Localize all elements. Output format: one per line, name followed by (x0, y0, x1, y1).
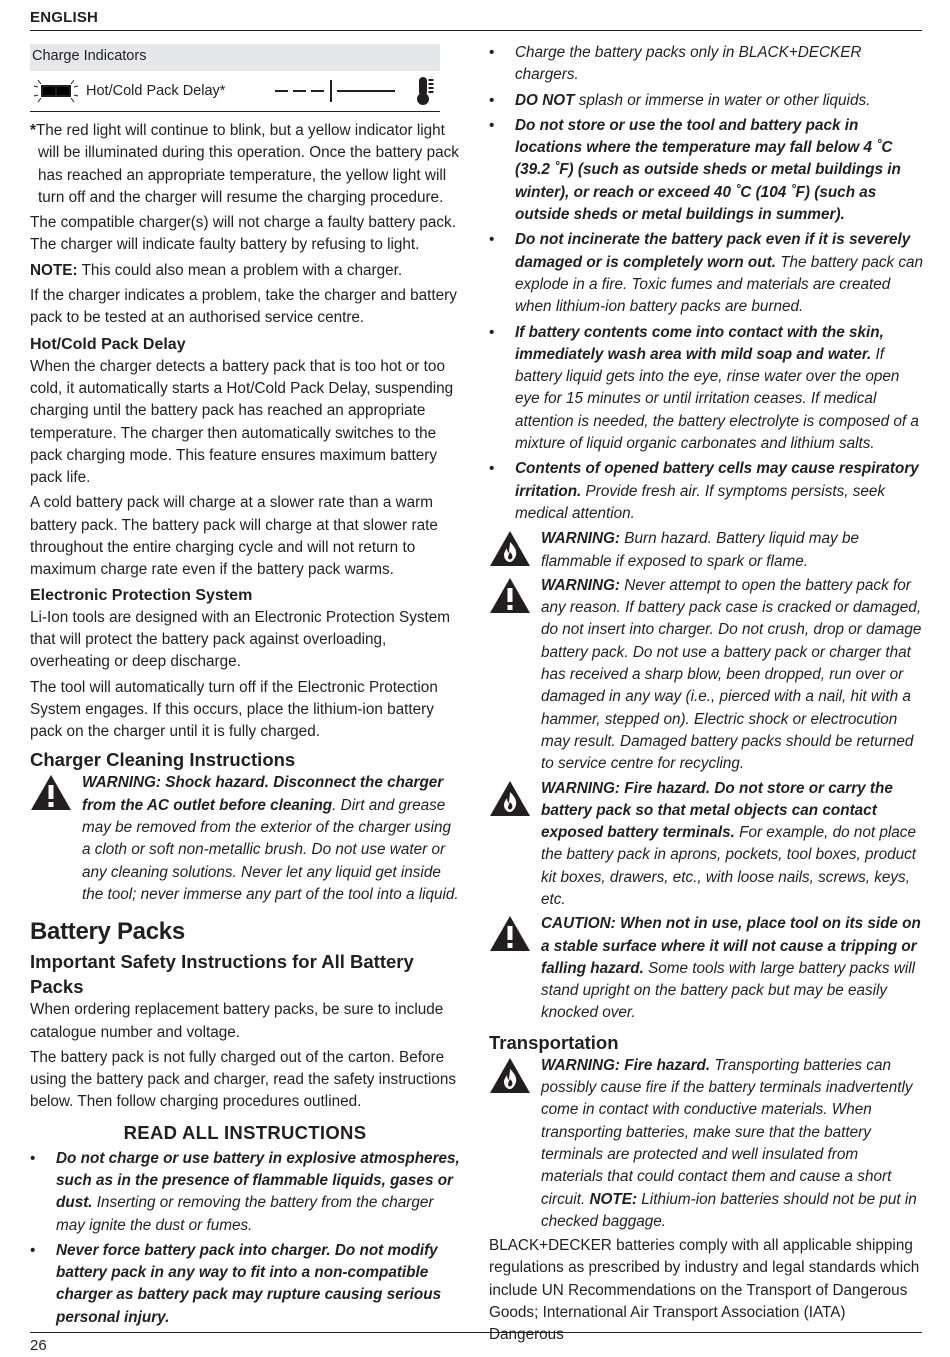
fire-warning: WARNING: Fire hazard. Do not store or carry the battery pack so that metal objects can contact exposed battery terminals. For example, do not place the battery pack in aprons, pockets, tool boxes, product kit boxes, drawers, etc., with loose nails, screws, keys, etc. (489, 778, 924, 912)
footnote: *The red light will continue to blink, but a yellow indicator light will be illuminated during this operation. Once the battery pack has reached an appropriate temperature, the yellow light will turn off and the charger will resume the charging procedure. (30, 122, 459, 206)
indicator-pattern (275, 80, 410, 102)
language-label: ENGLISH (30, 9, 99, 26)
battery-packs-heading: Battery Packs (30, 918, 185, 946)
right-column (489, 42, 924, 1350)
charge-indicators-title: Charge Indicators (30, 44, 440, 71)
hot-cold-heading: Hot/Cold Pack Delay (30, 335, 186, 353)
eps-text-1: Li-Ion tools are designed with an Electronic Protection System that will protect the battery pack against overloading, overheating or deep discharge. (30, 608, 451, 671)
cleaning-warning: WARNING: Shock hazard. Disconnect the charger from the AC outlet before cleaning. Dirt and grease may be removed from the exterior of the charger using a cloth or soft non-metallic brush. Do not use water or any cleaning solutions. Never let any liquid get inside the tool; never immerse any part of the tool into a liquid. (30, 772, 460, 906)
list-item: • Do not incinerate the battery pack even if it is severely damaged or is completely worn out. The battery pack can explode in a fire. Toxic fumes and materials are created when lithium-ion battery packs are burned. (489, 229, 924, 318)
left-bullet-list (30, 1148, 460, 1329)
warning-triangle-icon (30, 772, 82, 816)
transportation-heading: Transportation (489, 1031, 619, 1053)
list-item: • Never force battery pack into charger. Do not modify battery pack in any way to fit into a non-compatible charger as battery pack may rupture causing serious personal injury. (30, 1240, 460, 1329)
burn-warning: WARNING: Burn hazard. Battery liquid may be flammable if exposed to spark or flame. (489, 528, 924, 573)
header-rule (30, 30, 922, 31)
eps-heading: Electronic Protection System (30, 586, 253, 604)
compliance-text: BLACK+DECKER batteries comply with all applicable shipping regulations as prescribed by industry and legal standards which include UN Recommendations on the Transport of Dangerous Goods; International Air Transport Association (IATA) Dangerous (489, 1237, 920, 1344)
fire-warning-icon (489, 528, 541, 572)
blinking-battery-icon (30, 78, 86, 104)
open-pack-warning: WARNING: Never attempt to open the battery pack for any reason. If battery pack case is cracked or damaged, do not insert into charger. Do not crush, drop or damage battery pack. Do not use a battery pack or charger that has received a sharp blow, been dropped, run over or damaged in any way (i.e., pierced with a nail, hit with a hammer, stepped on). Electric shock or electrocution may result. Damaged battery packs should be returned to service centre for recycling. (489, 575, 924, 776)
page-number: 26 (30, 1337, 47, 1354)
list-item: • Contents of opened battery cells may cause respiratory irritation. Provide fresh air. If symptoms persists, seek medical attention. (489, 458, 924, 525)
list-item: • If battery contents come into contact with the skin, immediately wash area with mild soap and water. If battery liquid gets into the eye, rinse water over the open eye for 15 minutes or until irritation ceases. If medical attention is needed, the battery electrolyte is composed of a mixture of liquid organic carbonates and lithium salts. (489, 322, 924, 456)
service-text: If the charger indicates a problem, take the charger and battery pack to be tested at an authorised service centre. (30, 287, 457, 327)
hot-cold-text-1: When the charger detects a battery pack that is too hot or too cold, it automatically starts a Hot/Cold Pack Delay, suspending charging until the battery pack has reached an appropriate temperature. The charger then automatically switches to the pack charging mode. This feature ensures maximum battery pack life. (30, 357, 454, 487)
warning-triangle-icon (489, 575, 541, 619)
faulty-pack-text: The compatible charger(s) will not charge a faulty battery pack. The charger will indicate faulty battery by refusing to light. (30, 214, 456, 254)
hot-cold-delay-label: Hot/Cold Pack Delay* (86, 83, 226, 99)
read-all-heading: READ ALL INSTRUCTIONS (123, 1121, 367, 1143)
footer-rule (30, 1332, 922, 1333)
charge-indicators-table (30, 44, 440, 112)
list-item: • Do not store or use the tool and battery pack in locations where the temperature may fall below 4 ˚C (39.2 ˚F) (such as outside sheds or metal buildings in winter), or reach or exceed 40 ˚C (104 ˚F) (such as outside sheds or metal buildings in summer). (489, 115, 924, 226)
fire-warning-icon (489, 1055, 541, 1099)
list-item: • DO NOT splash or immerse in water or other liquids. (489, 90, 924, 112)
hot-cold-text-2: A cold battery pack will charge at a slower rate than a warm battery pack. The battery pack will charge at that slower rate throughout the entire charging cycle and will not return to maximum charge rate even if the battery pack warms. (30, 494, 438, 579)
left-column (30, 44, 460, 1332)
safety-heading: Important Safety Instructions for All Battery Packs (30, 951, 414, 997)
hot-cold-delay-row (30, 71, 440, 111)
not-charged-text: The battery pack is not fully charged out of the carton. Before using the battery pack and charger, read the safety instructions below. Then follow charging procedures outlined. (30, 1048, 457, 1111)
list-item: • Do not charge or use battery in explosive atmospheres, such as in the presence of flammable liquids, gases or dust. Inserting or removing the battery from the charger may ignite the dust or fumes. (30, 1148, 460, 1237)
tipping-caution: CAUTION: When not in use, place tool on its side on a stable surface where it will not cause a tripping or falling hazard. Some tools with large battery packs will stand upright on the battery pack but may be easily knocked over. (489, 913, 924, 1024)
list-item: • Charge the battery packs only in BLACK+DECKER chargers. (489, 42, 924, 87)
warning-triangle-icon (489, 913, 541, 957)
note-text: NOTE: This could also mean a problem with a charger. (30, 261, 403, 279)
eps-text-2: The tool will automatically turn off if the Electronic Protection System engages. If this occurs, place the lithium-ion battery pack on the charger until it is fully charged. (30, 678, 438, 741)
thermometer-icon (410, 76, 440, 106)
fire-warning-icon (489, 778, 541, 822)
ordering-text: When ordering replacement battery packs, be sure to include catalogue number and voltage. (30, 1001, 444, 1041)
cleaning-heading: Charger Cleaning Instructions (30, 749, 296, 771)
right-bullet-list (489, 42, 924, 525)
transport-warning: WARNING: Fire hazard. Transporting batteries can possibly cause fire if the battery terminals inadvertently come in contact with conductive materials. When transporting batteries, make sure that the battery terminals are protected and well insulated from materials that could contact them and cause a short circuit. NOTE: Lithium-ion batteries should not be put in checked baggage. (489, 1055, 924, 1233)
